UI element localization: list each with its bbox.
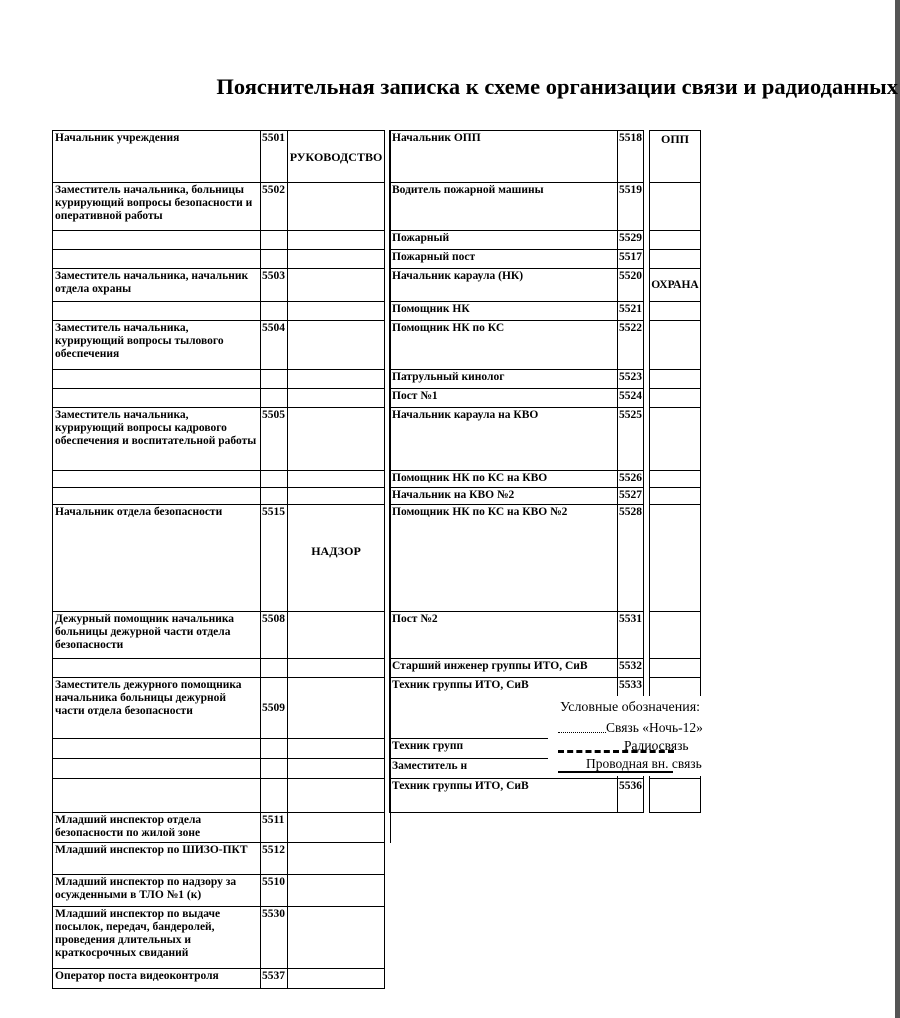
group-cell — [288, 269, 385, 302]
call-code: 5520 — [618, 269, 644, 302]
position-name: Заместитель начальника, больницы курирующий вопросы безопасности и оперативной работы — [53, 183, 261, 231]
call-code — [261, 302, 288, 321]
legend-line-dashed — [558, 750, 674, 753]
group-cell — [650, 250, 701, 269]
position-name: Начальник отдела безопасности — [53, 505, 261, 612]
position-name: Оператор поста видеоконтроля — [53, 969, 261, 989]
call-code: 5517 — [618, 250, 644, 269]
position-name: Заместитель дежурного помощника начальника больницы дежурной части отдела безопасности — [53, 678, 261, 739]
group-cell — [288, 370, 385, 389]
call-code: 5532 — [618, 659, 644, 678]
call-code: 5526 — [618, 471, 644, 488]
legend-title: Условные обозначения: — [560, 700, 701, 715]
group-cell — [288, 321, 385, 370]
position-name: Пожарный пост — [390, 250, 618, 269]
call-code: 5527 — [618, 488, 644, 505]
position-name: Начальник на КВО №2 — [390, 488, 618, 505]
legend-line-solid — [558, 771, 673, 773]
call-code: 5537 — [261, 969, 288, 989]
legend-line-dotted — [558, 732, 606, 733]
call-code: 5528 — [618, 505, 644, 612]
position-name: Помощник НК по КС на КВО №2 — [390, 505, 618, 612]
group-label-rukovodstvo: РУКОВОДСТВО — [288, 131, 385, 183]
group-cell — [288, 471, 385, 488]
position-name — [53, 488, 261, 505]
call-code — [261, 488, 288, 505]
position-name — [53, 759, 261, 779]
call-code: 5529 — [618, 231, 644, 250]
position-name — [53, 250, 261, 269]
position-name: Техник групп — [390, 739, 618, 759]
position-name: Помощник НК — [390, 302, 618, 321]
call-code — [261, 659, 288, 678]
call-code — [261, 759, 288, 779]
call-code: 5533 — [618, 678, 644, 739]
position-name: Помощник НК по КС — [390, 321, 618, 370]
call-code: 5509 — [261, 678, 288, 739]
position-name: Начальник караула (НК) — [390, 269, 618, 302]
group-cell — [650, 183, 701, 231]
call-code: 5511 — [261, 813, 288, 843]
page-edge — [895, 0, 900, 1018]
group-cell — [650, 779, 701, 813]
call-code — [261, 231, 288, 250]
call-code: 5530 — [261, 907, 288, 969]
position-name: Заместитель начальника, курирующий вопросы кадрового обеспечения и воспитательной работы — [53, 408, 261, 471]
table-spacer — [385, 843, 391, 989]
group-cell — [650, 659, 701, 678]
group-cell — [650, 408, 701, 471]
position-name — [53, 302, 261, 321]
group-cell — [288, 659, 385, 678]
position-name: Заместитель начальника, начальник отдела охраны — [53, 269, 261, 302]
position-name: Старший инженер группы ИТО, СиВ — [390, 659, 618, 678]
group-cell — [288, 408, 385, 471]
call-code: 5510 — [261, 875, 288, 907]
position-name — [53, 659, 261, 678]
position-name: Младший инспектор отдела безопасности по жилой зоне — [53, 813, 261, 843]
call-code: 5515 — [261, 505, 288, 612]
call-code — [261, 370, 288, 389]
call-code: 5531 — [618, 612, 644, 659]
group-cell — [650, 321, 701, 370]
position-name — [53, 389, 261, 408]
legend — [548, 696, 738, 776]
position-name — [53, 370, 261, 389]
position-name: Начальник учреждения — [53, 131, 261, 183]
group-cell — [288, 231, 385, 250]
call-code — [261, 739, 288, 759]
group-cell — [650, 471, 701, 488]
group-cell — [650, 302, 701, 321]
call-code: 5521 — [618, 302, 644, 321]
call-code: 5512 — [261, 843, 288, 875]
position-name: Дежурный помощник начальника больницы дежурной части отдела безопасности — [53, 612, 261, 659]
group-cell — [650, 612, 701, 659]
call-code: 5503 — [261, 269, 288, 302]
group-cell — [288, 250, 385, 269]
position-name: Заместитель начальника, курирующий вопросы тылового обеспечения — [53, 321, 261, 370]
call-code: 5508 — [261, 612, 288, 659]
position-name: Заместитель н — [390, 759, 618, 779]
call-code: 5504 — [261, 321, 288, 370]
position-name: Младший инспектор по выдаче посылок, передач, бандеролей, проведения длительных и краткосрочных свиданий — [53, 907, 261, 969]
call-code: 5518 — [618, 131, 644, 183]
group-cell — [288, 813, 385, 843]
group-cell — [288, 389, 385, 408]
call-code — [261, 779, 288, 813]
call-code — [261, 471, 288, 488]
group-label-okhrana: ОХРАНА — [650, 269, 701, 302]
legend-item-label: Проводная вн. связь — [586, 756, 702, 771]
group-label-nadzor: НАДЗОР — [288, 505, 385, 612]
call-code: 5502 — [261, 183, 288, 231]
position-name — [53, 471, 261, 488]
position-name: Водитель пожарной машины — [390, 183, 618, 231]
call-code: 5525 — [618, 408, 644, 471]
position-name: Пост №1 — [390, 389, 618, 408]
call-code: 5522 — [618, 321, 644, 370]
position-name: Патрульный кинолог — [390, 370, 618, 389]
position-name: Помощник НК по КС на КВО — [390, 471, 618, 488]
group-cell — [288, 302, 385, 321]
legend-item-label: Связь «Ночь-12» — [606, 720, 703, 735]
call-code: 5505 — [261, 408, 288, 471]
call-code — [261, 250, 288, 269]
position-name: Начальник ОПП — [390, 131, 618, 183]
call-code: 5536 — [618, 779, 644, 813]
group-cell — [288, 969, 385, 989]
group-cell — [288, 907, 385, 969]
group-cell — [650, 231, 701, 250]
call-code: 5523 — [618, 370, 644, 389]
position-name: Техник группы ИТО, СиВ — [390, 678, 618, 739]
position-name: Младший инспектор по надзору за осужденными в ТЛО №1 (к) — [53, 875, 261, 907]
call-code — [261, 389, 288, 408]
position-name: Младший инспектор по ШИЗО-ПКТ — [53, 843, 261, 875]
group-cell — [288, 739, 385, 759]
position-name — [53, 739, 261, 759]
legend-item-label: Радиосвязь — [624, 738, 689, 753]
position-name: Начальник караула на КВО — [390, 408, 618, 471]
group-cell — [288, 678, 385, 739]
group-cell — [288, 488, 385, 505]
document-title: Пояснительная записка к схеме организации связи и радиоданных — [216, 74, 898, 99]
call-code: 5519 — [618, 183, 644, 231]
call-code: 5501 — [261, 131, 288, 183]
position-name — [53, 231, 261, 250]
group-cell — [288, 779, 385, 813]
position-name — [53, 779, 261, 813]
group-label-opp: ОПП — [650, 131, 701, 183]
position-name: Техник группы ИТО, СиВ — [390, 779, 618, 813]
position-name: Пост №2 — [390, 612, 618, 659]
call-code: 5524 — [618, 389, 644, 408]
position-name: Пожарный — [390, 231, 618, 250]
group-cell — [288, 875, 385, 907]
group-cell — [650, 370, 701, 389]
group-cell — [288, 759, 385, 779]
group-cell — [650, 389, 701, 408]
left-table — [52, 130, 391, 989]
group-cell — [650, 505, 701, 612]
group-cell — [288, 843, 385, 875]
group-cell — [650, 488, 701, 505]
group-cell — [288, 612, 385, 659]
group-cell — [288, 183, 385, 231]
